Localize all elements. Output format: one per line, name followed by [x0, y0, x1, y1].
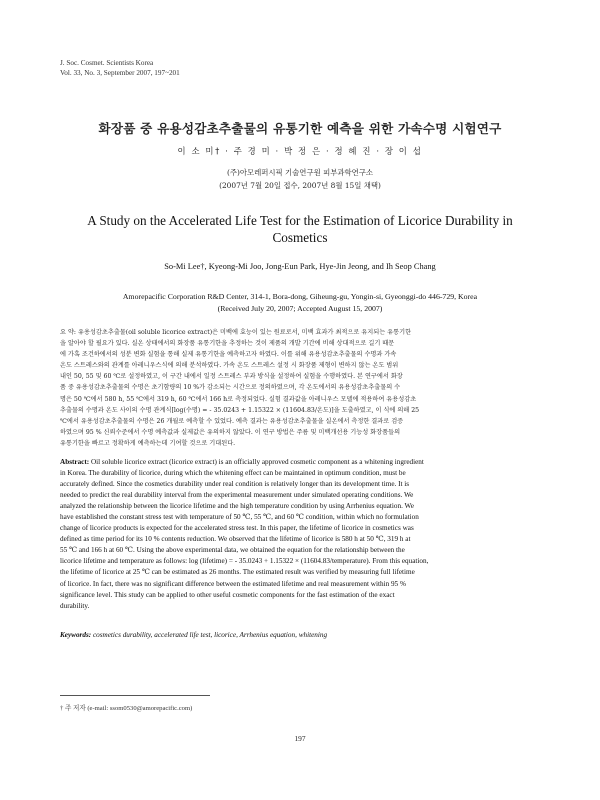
abstract-label: Abstract:	[60, 458, 90, 466]
english-title-line: A Study on the Accelerated Life Test for the Estimation of Licorice Durability in	[87, 213, 513, 228]
footnote: † 주 저자 (e-mail: ssom0530@amorepacific.com)	[60, 705, 193, 712]
english-authors: So-Mi Lee†, Kyeong-Mi Joo, Jong-Eun Park, Hye-Jin Jeong, and Ih Seop Chang	[164, 262, 436, 271]
korean-title: 화장품 중 유용성감초추출물의 유통기한 예측을 위한 가속수명 시험연구	[98, 121, 502, 136]
english-title-line: Cosmetics	[272, 230, 328, 245]
keywords	[60, 631, 530, 639]
english-title	[60, 212, 540, 246]
korean-authors: 이 소 미† · 주 경 미 · 박 정 은 · 정 혜 진 · 장 이 섭	[177, 146, 423, 156]
korean-received-date: (2007년 7월 20일 접수, 2007년 8월 15일 채택)	[219, 181, 381, 190]
korean-abstract	[60, 327, 530, 449]
korean-affiliation: (주)아모레퍼시픽 기술연구원 피부과학연구소	[226, 168, 374, 177]
abstract-line: 요 약: 유용성감초추출물(oil soluble licorice extract)은 미백에 효능이 있는 원료로서, 미백 효과가 최적으로 유지되는 유통기한	[60, 329, 412, 336]
abstract-line: defined as time period for its 10 % contents reduction. We observed that the lifetime of licorice is 580 h at 50 ℃, 319 h at	[60, 535, 411, 544]
abstract-text: Oil soluble licorice extract (licorice extract) is an officially approved cosmetic component as a whitening ingredient	[89, 458, 424, 466]
abstract-line: 명은 50 ℃에서 580 h, 55 ℃에서 319 h, 60 ℃에서 166 h로 측정되었다. 실험 결과값을 아레니우스 모델에 적용하여 유용성감초	[60, 395, 417, 403]
footnote-divider	[60, 695, 210, 696]
journal-volume: Vol. 33, No. 3, September 2007, 197~201	[60, 69, 180, 77]
keywords-label: Keywords:	[60, 631, 92, 639]
abstract-line: 품 중 유용성감초추출물의 수명은 초기함량의 10 %가 감소되는 시간으로 정의하였으며, 각 온도에서의 유용성감초추출물의 수	[60, 384, 401, 392]
abstract-line: of licorice. In fact, there was no significant difference between the estimated lifetime and real measurement within 95 %	[60, 579, 406, 588]
journal-name: J. Soc. Cosmet. Scientists Korea	[60, 59, 154, 67]
abstract-line	[60, 457, 530, 468]
abstract-line: significance level. This study can be applied to other useful cosmetic components for the fast estimation of the exact	[60, 590, 395, 599]
abstract-line: needed to predict the real durability interval from the experimental measurement under simulated operating conditions. We	[60, 491, 414, 500]
abstract-line: 55 ℃ and 166 h at 60 ℃. Using the above experimental data, we obtained the equation for the relationship between the	[60, 546, 405, 555]
page-number: 197	[294, 734, 306, 743]
english-received-date: (Received July 20, 2007; Accepted August 15, 2007)	[217, 304, 383, 313]
abstract-line: 에 가혹 조건하에서의 성분 변화 실험을 통해 실제 유통기한을 예측하고자 하였다. 이를 위해 유용성감초추출물의 수명과 가속	[60, 351, 397, 359]
abstract-line: 하였으며 95 % 신뢰수준에서 수명 예측값과 실제값은 유의하지 않았다. 이 연구 방법은 주름 및 미백개선용 기능성 화장품들의	[60, 428, 401, 436]
abstract-line: 추출물의 수명과 온도 사이의 수명 관계식[log(수명) = - 35.0243 + 1.15322 × (11604.83/온도)]을 도출하였고, 이 식에 의해 25	[60, 406, 420, 414]
english-affiliation: Amorepacific Corporation R&D Center, 314-1, Bora-dong, Giheung-gu, Yongin-si, Gyeonggi-do 446-729, Korea	[122, 292, 478, 301]
english-affiliation-block	[40, 291, 560, 315]
abstract-line: the lifetime of licorice at 25 ℃ can be estimated as 26 months. The estimated result was verified by measuring full lifetime	[60, 568, 415, 577]
abstract-line: 온도 스트레스와의 관계를 아레니우스식에 의해 분석하였다. 가속 온도 스트레스 설정 시 화장품 제형이 변하지 않는 온도 범위	[60, 362, 399, 370]
abstract-line: 내인 50, 55 및 60 ℃로 설정하였고, 이 구간 내에서 일정 스트레스 부과 방식을 설정하여 실험을 수행하였다. 본 연구에서 화장	[60, 373, 403, 381]
abstract-line: change of licorice products is expected for the accelerated stress test. In this paper, the lifetime of licorice in cosmetics was	[60, 524, 414, 533]
korean-affiliation-block	[40, 166, 560, 192]
journal-header	[60, 58, 360, 78]
abstract-line: 유통기한을 빠르고 정확하게 예측하는데 기여할 것으로 기대된다.	[60, 439, 236, 447]
abstract-line: 을 알아야 할 필요가 있다. 실온 상태에서의 화장품 유통기한을 추정하는 것이 제품의 개발 기간에 비해 상대적으로 길기 때문	[60, 340, 395, 348]
abstract-line: accurately defined. Since the cosmetics durability under real condition is relatively longer than its development time. It is	[60, 480, 410, 489]
abstract-line: have established the constant stress test with temperature of 50 ℃, 55 ℃, and 60 ℃ condition, within which no formulation	[60, 513, 419, 522]
keywords-text: cosmetics durability, accelerated life test, licorice, Arrhenius equation, whitening	[91, 631, 328, 639]
abstract-line: durability.	[60, 601, 90, 610]
abstract-line: ℃에서 유용성감초추출물의 수명은 26 개월로 예측할 수 있었다. 예측 결과는 유용성감초추출물을 실온에서 측정한 결과로 검증	[60, 417, 404, 425]
abstract-line: in Korea. The durability of licorice, during which the whitening effect can be maintained in optimum condition, must be	[60, 469, 406, 478]
english-abstract	[60, 457, 530, 612]
abstract-line: licorice lifetime and temperature as follows: log (lifetime) = - 35.0243 + 1.15322 × (11604.83/temperature). From this equation,	[60, 557, 429, 566]
abstract-line: analyzed the relationship between the licorice lifetime and the high temperature condition by using Arrhenius equation. We	[60, 502, 414, 511]
